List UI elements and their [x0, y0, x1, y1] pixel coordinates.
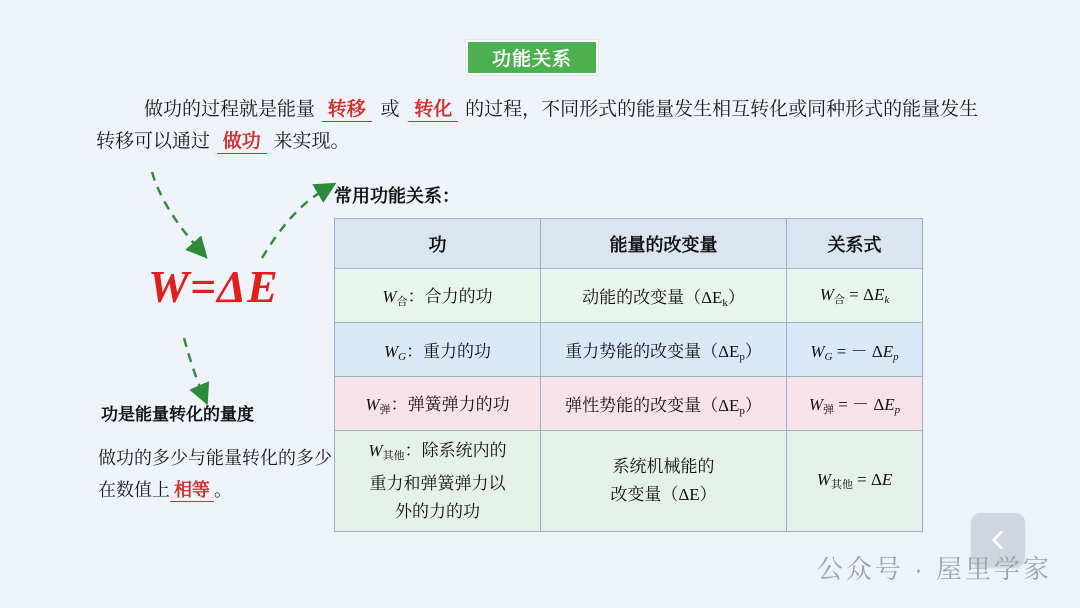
arrow-intro-to-formula	[152, 172, 198, 248]
sym-w: W	[368, 440, 383, 460]
rel-e-sub: p	[894, 404, 901, 416]
table-header-relation: 关系式	[787, 219, 923, 269]
intro-keyword-convert: 转化	[408, 99, 458, 122]
rel-w: W	[808, 395, 823, 414]
rel-e: E	[873, 284, 885, 304]
rel-e-sub: p	[893, 350, 899, 363]
table-row	[335, 431, 923, 532]
table-header-work: 功	[335, 219, 541, 269]
energy-tail: ）	[744, 395, 762, 415]
sym-w-sub: G	[398, 350, 407, 363]
cell-energy-mechanical-line1: 系统机械能的	[612, 457, 715, 476]
left-note-text-2: 。	[214, 480, 232, 500]
sym-w: W	[365, 395, 380, 414]
watermark-text: 公众号 · 屋里学家	[816, 554, 1052, 584]
rel-e: E	[881, 470, 893, 489]
energy-sub: p	[739, 350, 745, 363]
cell-energy-elastic-potential	[541, 377, 787, 431]
energy-relation-table	[334, 218, 923, 532]
rel-e: E	[882, 341, 894, 361]
rel-w: W	[810, 341, 825, 361]
formula-w-equals-delta-e: W=ΔE	[148, 261, 279, 312]
rel-w-sub: 弹	[823, 404, 834, 416]
cell-work-other	[335, 431, 541, 532]
rel-mid: = － Δ	[834, 395, 885, 414]
arrow-formula-to-subhead	[262, 190, 324, 258]
work-desc: ：除系统内的	[404, 440, 507, 460]
rel-w: W	[819, 284, 834, 304]
intro-text-1: 做功的过程就是能量	[144, 99, 316, 120]
intro-paragraph	[96, 94, 988, 158]
sym-w-sub: 弹	[379, 404, 391, 416]
left-note-keyword: 相等	[170, 480, 214, 502]
section-subhead: 常用功能关系：	[334, 186, 460, 206]
left-note-body	[98, 442, 334, 506]
table-row	[335, 269, 923, 323]
energy-text: 弹性势能的改变量（ΔE	[565, 395, 740, 415]
rel-w-sub: G	[824, 350, 833, 363]
cell-work-resultant	[335, 269, 541, 323]
cell-relation-spring	[787, 377, 923, 431]
left-note-text-1: 做功的多少与能量转化的多少在数值上	[98, 448, 332, 500]
rel-w: W	[816, 470, 831, 489]
table-row	[335, 323, 923, 377]
intro-text-3: 的过程，不同形式的能量发生相互转化或同种形式的能量发生转移可以通过	[96, 99, 979, 152]
chevron-left-icon	[987, 529, 1009, 551]
cell-work-spring	[335, 377, 541, 431]
cell-work-other-line1	[336, 437, 539, 470]
cell-work-gravity	[335, 323, 541, 377]
cell-relation-resultant	[787, 269, 923, 323]
cell-work-other-line3: 外的力的功	[395, 501, 480, 521]
intro-text-2: 或	[380, 99, 400, 120]
work-desc: ：重力的功	[406, 341, 492, 361]
cell-energy-mechanical-line2: 改变量（ΔE）	[610, 485, 717, 504]
sym-w-sub: 合	[396, 296, 408, 308]
rel-w-sub: 其他	[830, 479, 853, 491]
rel-e-sub: k	[884, 293, 890, 306]
energy-sub: k	[722, 296, 728, 309]
intro-keyword-dowork: 做功	[217, 131, 267, 154]
energy-tail: ）	[744, 341, 762, 361]
table-row	[335, 377, 923, 431]
table-header-row	[335, 219, 923, 269]
intro-keyword-transfer: 转移	[322, 99, 372, 122]
cell-energy-gravity-potential	[541, 323, 787, 377]
sym-w: W	[382, 287, 397, 306]
cell-relation-other	[787, 431, 923, 532]
sym-w: W	[383, 341, 399, 361]
sym-w-sub: 其他	[382, 449, 405, 462]
intro-text-4: 来实现。	[273, 131, 350, 152]
page-title-banner	[466, 40, 598, 75]
rel-mid: = － Δ	[832, 341, 883, 361]
energy-text: 动能的改变量（ΔE	[582, 287, 723, 307]
page-title: 功能关系	[491, 49, 572, 70]
energy-sub: p	[739, 404, 745, 417]
cell-energy-mechanical	[541, 431, 787, 532]
work-desc: ：合力的功	[407, 287, 493, 306]
arrow-formula-to-note	[184, 338, 202, 392]
rel-mid: = Δ	[844, 284, 874, 304]
cell-work-other-line2: 重力和弹簧弹力以	[369, 473, 506, 493]
cell-relation-gravity	[787, 323, 923, 377]
left-note-title: 功是能量转化的量度	[101, 405, 254, 424]
rel-e: E	[884, 395, 895, 414]
rel-mid: = Δ	[852, 470, 882, 489]
work-desc: ：弹簧弹力的功	[390, 395, 510, 414]
energy-text: 重力势能的改变量（ΔE	[565, 341, 740, 361]
rel-w-sub: 合	[833, 293, 845, 306]
table-header-energy-change: 能量的改变量	[541, 219, 787, 269]
energy-tail: ）	[727, 287, 745, 307]
cell-energy-kinetic	[541, 269, 787, 323]
watermark	[817, 549, 1052, 586]
